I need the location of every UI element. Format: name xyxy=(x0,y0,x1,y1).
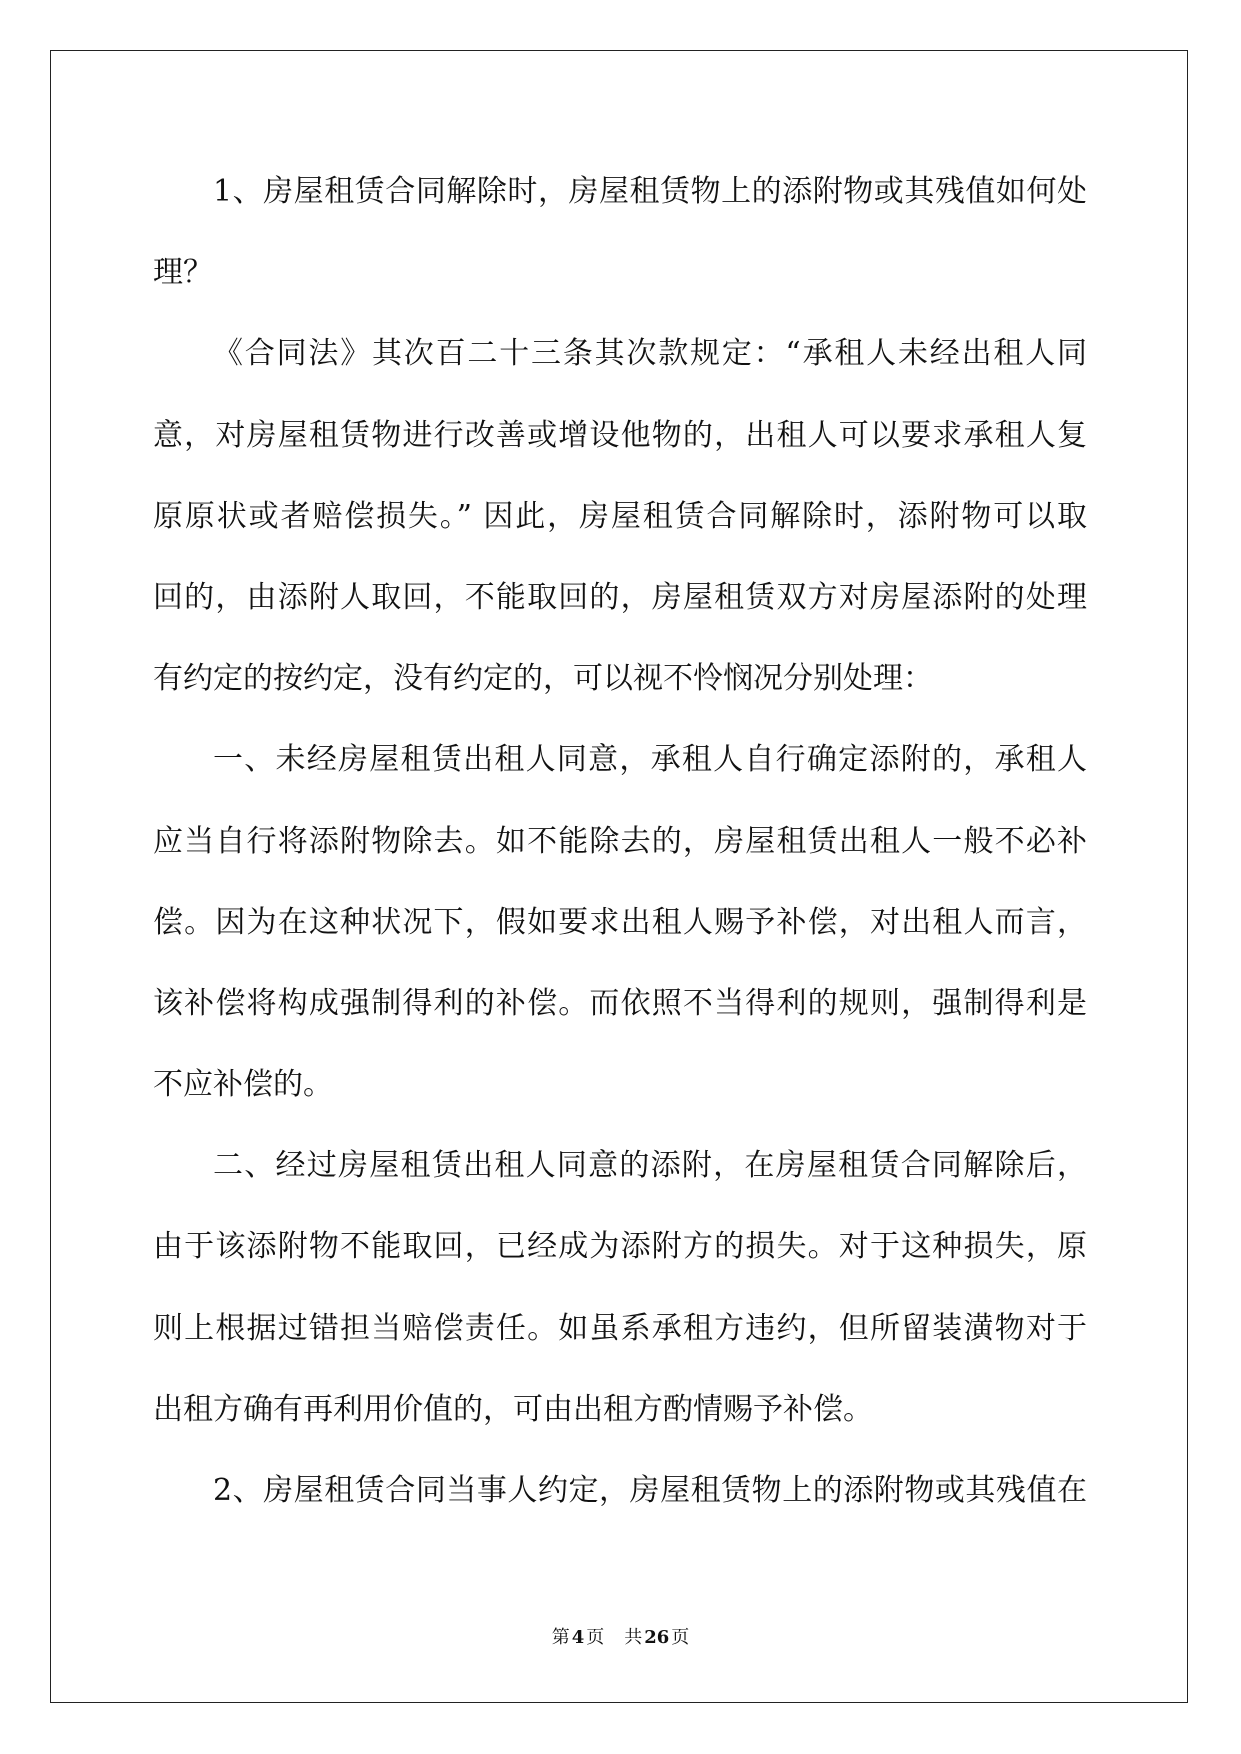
paragraph-line: 由于该添附物不能取回，已经成为添附方的损失。对于这种损失，原 xyxy=(153,1229,1087,1265)
paragraph-line: 偿。因为在这种状况下，假如要求出租人赐予补偿，对出租人而言， xyxy=(153,904,1087,940)
paragraph-line: 出租方确有再利用价值的，可由出租方酌情赐予补偿。 xyxy=(153,1391,873,1427)
paragraph xyxy=(153,1450,1087,1531)
page-label-suffix: 页 xyxy=(586,1627,605,1648)
page-footer xyxy=(0,1624,1241,1652)
paragraph-line: 该补偿将构成强制得利的补偿。而依照不当得利的规则，强制得利是 xyxy=(153,985,1087,1021)
paragraph xyxy=(153,313,1087,719)
paragraph-line: 2、房屋租赁合同当事人约定，房屋租赁物上的添附物或其残值在 xyxy=(213,1473,1087,1508)
page-label-prefix: 第 xyxy=(551,1627,570,1648)
paragraph-line: 二、经过房屋租赁出租人同意的添附，在房屋租赁合同解除后， xyxy=(213,1148,1087,1184)
paragraph xyxy=(153,719,1087,1125)
total-label-suffix: 页 xyxy=(671,1627,690,1648)
paragraph-line: 应当自行将添附物除去。如不能除去的，房屋租赁出租人一般不必补 xyxy=(153,823,1087,859)
paragraph-line: 有约定的按约定，没有约定的，可以视不怜悯况分别处理： xyxy=(153,661,933,697)
paragraph-line: 意，对房屋租赁物进行改善或增设他物的，出租人可以要求承租人复 xyxy=(153,417,1087,453)
document-body xyxy=(153,151,1087,1531)
paragraph-line: 不应补偿的。 xyxy=(153,1067,333,1103)
paragraph-line: 理？ xyxy=(153,255,213,291)
paragraph-line: 《合同法》其次百二十三条其次款规定：“承租人未经出租人同 xyxy=(213,336,1087,372)
total-pages: 26 xyxy=(644,1627,670,1648)
paragraph-line: 则上根据过错担当赔偿责任。如虽系承租方违约，但所留装潢物对于 xyxy=(153,1310,1087,1346)
paragraph-line: 回的，由添附人取回，不能取回的，房屋租赁双方对房屋添附的处理 xyxy=(153,579,1087,615)
paragraph-line: 1、房屋租赁合同解除时，房屋租赁物上的添附物或其残值如何处 xyxy=(213,174,1087,209)
paragraph xyxy=(153,1125,1087,1450)
paragraph-line: 一、未经房屋租赁出租人同意，承租人自行确定添附的，承租人 xyxy=(213,742,1087,778)
paragraph xyxy=(153,151,1087,313)
page-number: 4 xyxy=(571,1627,585,1648)
total-label-prefix: 共 xyxy=(624,1627,643,1648)
paragraph-line: 原原状或者赔偿损失。” 因此，房屋租赁合同解除时，添附物可以取 xyxy=(153,498,1087,534)
